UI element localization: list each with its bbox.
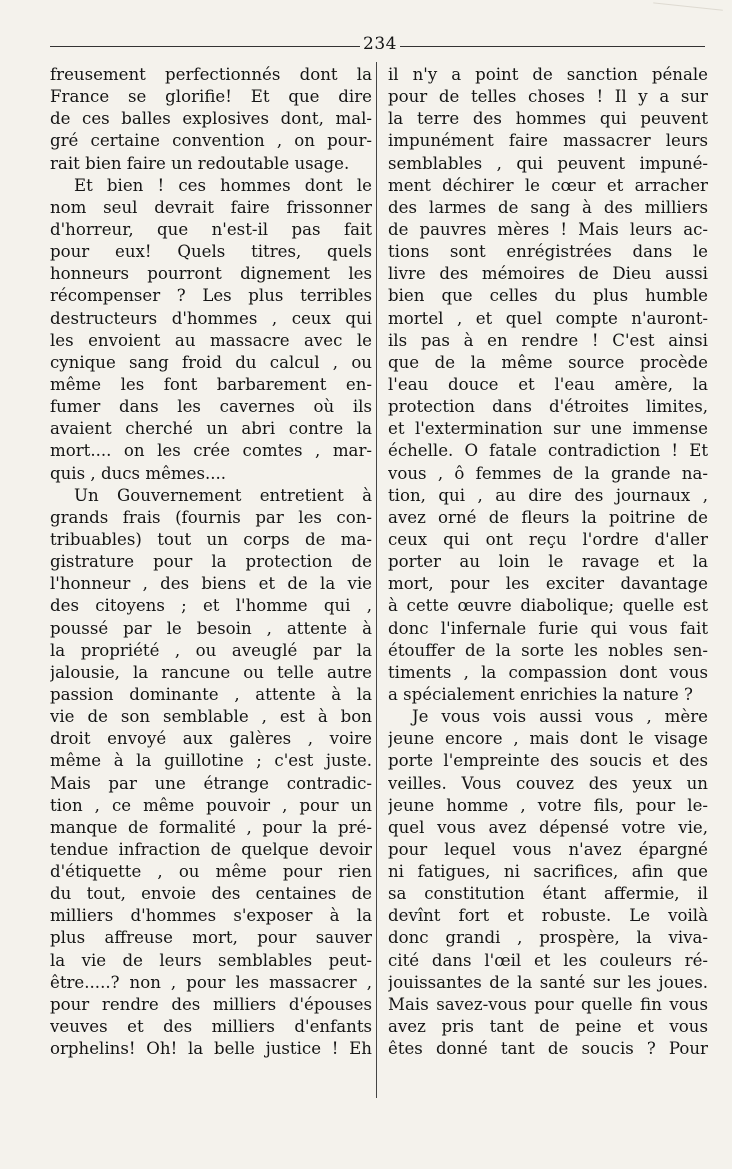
text-line: tribuables) tout un corps de ma- bbox=[50, 529, 372, 549]
text-line: bien que celles du plus humble bbox=[388, 286, 708, 306]
page-corner-fold bbox=[651, 2, 723, 30]
text-line: et l'extermination sur une immense bbox=[388, 419, 708, 439]
text-line: ceux qui ont reçu l'ordre d'aller bbox=[388, 529, 708, 549]
text-line: de pauvres mères ! Mais leurs ac- bbox=[388, 219, 708, 239]
text-line: veilles. Vous couvez des yeux un bbox=[388, 773, 708, 793]
text-line: tendue infraction de quelque devoir bbox=[50, 839, 372, 859]
text-line: mort, pour les exciter davantage bbox=[388, 574, 708, 594]
page-number: 234 bbox=[363, 34, 397, 54]
text-line: donc l'infernale furie qui vous fait bbox=[388, 618, 708, 638]
text-line: même à la guillotine ; c'est juste. bbox=[50, 751, 372, 771]
text-line: timents , la compassion dont vous bbox=[388, 662, 708, 682]
text-line: a spécialement enrichies la nature ? bbox=[388, 684, 693, 704]
text-line: être.....? non , pour les massacrer , bbox=[50, 972, 372, 992]
text-line: étouffer de la sorte les nobles sen- bbox=[388, 640, 708, 660]
text-line: d'étiquette , ou même pour rien bbox=[50, 862, 372, 882]
text-line: cité dans l'œil et les couleurs ré- bbox=[388, 950, 708, 970]
text-line: des citoyens ; et l'homme qui , bbox=[50, 596, 372, 616]
text-line: passion dominante , attente à la bbox=[50, 684, 372, 704]
text-line: mort.... on les crée comtes , mar- bbox=[50, 441, 372, 461]
text-line: milliers d'hommes s'exposer à la bbox=[50, 906, 372, 926]
text-line: jouissantes de la santé sur les joues. bbox=[388, 972, 708, 992]
text-line: ment déchirer le cœur et arracher bbox=[388, 175, 708, 195]
left-text-column bbox=[50, 64, 372, 1060]
text-line: nom seul devrait faire frissonner bbox=[50, 197, 372, 217]
text-line: honneurs pourront dignement les bbox=[50, 264, 372, 284]
text-line: Un Gouvernement entretient à bbox=[74, 485, 372, 505]
text-line: gistrature pour la protection de bbox=[50, 552, 372, 572]
text-line: protection dans d'étroites limites, bbox=[388, 397, 708, 417]
text-line: veuves et des milliers d'enfants bbox=[50, 1017, 372, 1037]
text-line: la terre des hommes qui peuvent bbox=[388, 109, 708, 129]
text-line: jalousie, la rancune ou telle autre bbox=[50, 662, 372, 682]
text-line: Et bien ! ces hommes dont le bbox=[74, 175, 372, 195]
text-line: tion, qui , au dire des journaux , bbox=[388, 485, 708, 505]
text-line: du tout, envoie des centaines de bbox=[50, 884, 372, 904]
text-line: cynique sang froid du calcul , ou bbox=[50, 352, 372, 372]
text-line: avaient cherché un abri contre la bbox=[50, 419, 372, 439]
text-line: livre des mémoires de Dieu aussi bbox=[388, 264, 708, 284]
text-line: destructeurs d'hommes , ceux qui bbox=[50, 308, 372, 328]
text-line: fumer dans les cavernes où ils bbox=[50, 397, 372, 417]
text-line: l'honneur , des biens et de la vie bbox=[50, 574, 372, 594]
text-line: les envoient au massacre avec le bbox=[50, 330, 372, 350]
text-line: à cette œuvre diabolique; quelle est bbox=[388, 596, 708, 616]
text-line: quis , ducs mêmes.... bbox=[50, 463, 227, 483]
text-line: vie de son semblable , est à bon bbox=[50, 707, 372, 727]
text-line: rait bien faire un redoutable usage. bbox=[50, 153, 350, 173]
text-line: des larmes de sang à des milliers bbox=[388, 197, 708, 217]
text-line: grands frais (fournis par les con- bbox=[50, 507, 372, 527]
text-line: droit envoyé aux galères , voire bbox=[50, 729, 372, 749]
right-text-column bbox=[388, 64, 708, 1060]
text-line: manque de formalité , pour la pré- bbox=[50, 817, 372, 837]
text-line: gré certaine convention , on pour- bbox=[50, 131, 372, 151]
text-line: de ces balles explosives dont, mal- bbox=[50, 109, 372, 129]
text-line: que de la même source procède bbox=[388, 352, 708, 372]
text-line: Mais par une étrange contradic- bbox=[50, 773, 372, 793]
text-line: tions sont enrégistrées dans le bbox=[388, 242, 708, 262]
text-line: échelle. O fatale contradiction ! Et bbox=[388, 441, 708, 461]
text-line: tion , ce même pouvoir , pour un bbox=[50, 795, 372, 815]
text-line: impunément faire massacrer leurs bbox=[388, 131, 708, 151]
text-line: France se glorifie! Et que dire bbox=[50, 87, 372, 107]
text-line: mortel , et quel compte n'auront- bbox=[388, 308, 708, 328]
text-line: il n'y a point de sanction pénale bbox=[388, 65, 708, 84]
text-line: devînt fort et robuste. Le voilà bbox=[388, 906, 708, 926]
text-line: plus affreuse mort, pour sauver bbox=[50, 928, 372, 948]
header-rule-left bbox=[50, 46, 360, 47]
text-line: l'eau douce et l'eau amère, la bbox=[388, 374, 708, 394]
text-line: même les font barbarement en- bbox=[50, 374, 372, 394]
text-line: porter au loin le ravage et la bbox=[388, 552, 708, 572]
text-line: d'horreur, que n'est-il pas fait bbox=[50, 219, 372, 239]
text-line: avez orné de fleurs la poitrine de bbox=[388, 507, 708, 527]
text-line: la propriété , ou aveuglé par la bbox=[50, 640, 372, 660]
text-line: orphelins! Oh! la belle justice ! Eh bbox=[50, 1039, 372, 1059]
header-rule-right bbox=[400, 46, 705, 47]
text-line: donc grandi , prospère, la viva- bbox=[388, 928, 708, 948]
text-line: semblables , qui peuvent impuné- bbox=[388, 153, 708, 173]
text-line: porte l'empreinte des soucis et des bbox=[388, 751, 708, 771]
text-line: récompenser ? Les plus terribles bbox=[50, 286, 372, 306]
column-divider bbox=[376, 62, 377, 1098]
text-line: la vie de leurs semblables peut- bbox=[50, 950, 372, 970]
text-line: freusement perfectionnés dont la bbox=[50, 65, 372, 84]
text-line: ni fatigues, ni sacrifices, afin que bbox=[388, 862, 708, 882]
text-line: avez pris tant de peine et vous bbox=[388, 1017, 708, 1037]
text-line: Mais savez-vous pour quelle fin vous bbox=[388, 994, 708, 1014]
text-line: vous , ô femmes de la grande na- bbox=[388, 463, 708, 483]
text-line: jeune homme , votre fils, pour le- bbox=[388, 795, 708, 815]
text-line: quel vous avez dépensé votre vie, bbox=[388, 817, 708, 837]
text-line: jeune encore , mais dont le visage bbox=[388, 729, 708, 749]
text-line: Je vous vois aussi vous , mère bbox=[412, 707, 708, 727]
text-line: sa constitution étant affermie, il bbox=[388, 884, 708, 904]
text-line: pour rendre des milliers d'épouses bbox=[50, 994, 372, 1014]
text-line: pour eux! Quels titres, quels bbox=[50, 242, 372, 262]
text-line: pour lequel vous n'avez épargné bbox=[388, 839, 708, 859]
text-line: poussé par le besoin , attente à bbox=[50, 618, 372, 638]
text-line: pour de telles choses ! Il y a sur bbox=[388, 87, 708, 107]
text-line: êtes donné tant de soucis ? Pour bbox=[388, 1039, 708, 1059]
text-line: ils pas à en rendre ! C'est ainsi bbox=[388, 330, 708, 350]
